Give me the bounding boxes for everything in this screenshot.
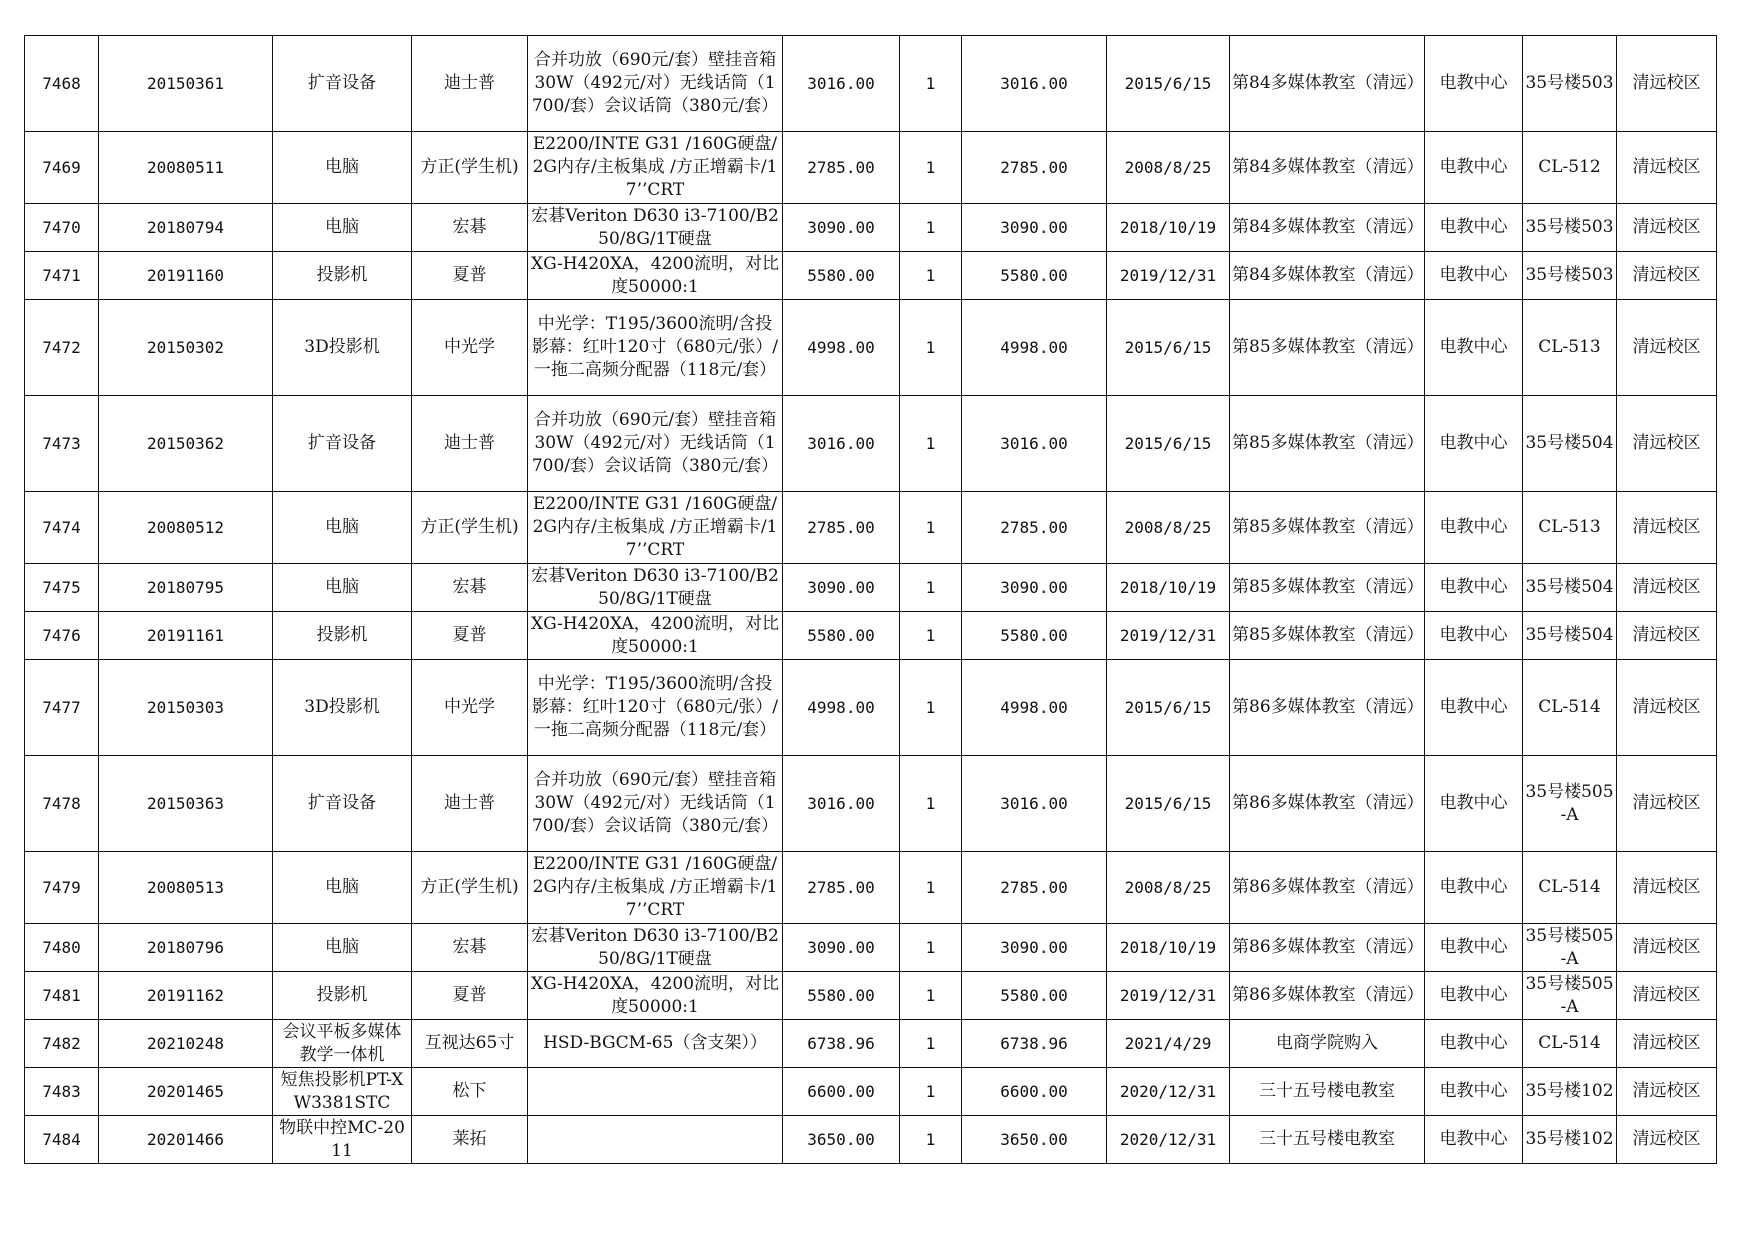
amount-cell: 3090.00 xyxy=(962,204,1107,252)
department-cell: 电教中心 xyxy=(1425,564,1523,612)
amount-cell: 3016.00 xyxy=(962,756,1107,852)
table-row xyxy=(25,756,1717,852)
brand-cell: 夏普 xyxy=(412,612,528,660)
unit-price-cell: 3016.00 xyxy=(783,396,900,492)
location-cell: 第86多媒体教室（清远） xyxy=(1230,924,1425,972)
department-cell: 电教中心 xyxy=(1425,252,1523,300)
campus-cell: 清远校区 xyxy=(1617,252,1717,300)
qty-cell: 1 xyxy=(900,300,962,396)
asset-name-cell: 投影机 xyxy=(273,612,412,660)
brand-cell: 中光学 xyxy=(412,660,528,756)
location-cell: 第84多媒体教室（清远） xyxy=(1230,132,1425,204)
purchase-date-cell: 2015/6/15 xyxy=(1107,396,1230,492)
purchase-date-cell: 2018/10/19 xyxy=(1107,564,1230,612)
unit-price-cell: 3016.00 xyxy=(783,756,900,852)
location-cell: 第86多媒体教室（清远） xyxy=(1230,660,1425,756)
qty-cell: 1 xyxy=(900,1068,962,1116)
asset-no-cell: 20150302 xyxy=(99,300,273,396)
brand-cell: 宏碁 xyxy=(412,204,528,252)
seq-cell: 7470 xyxy=(25,204,99,252)
department-cell: 电教中心 xyxy=(1425,132,1523,204)
seq-cell: 7480 xyxy=(25,924,99,972)
amount-cell: 3090.00 xyxy=(962,564,1107,612)
asset-no-cell: 20150362 xyxy=(99,396,273,492)
unit-price-cell: 2785.00 xyxy=(783,132,900,204)
asset-name-cell: 电脑 xyxy=(273,924,412,972)
department-cell: 电教中心 xyxy=(1425,204,1523,252)
campus-cell: 清远校区 xyxy=(1617,924,1717,972)
seq-cell: 7475 xyxy=(25,564,99,612)
department-cell: 电教中心 xyxy=(1425,612,1523,660)
qty-cell: 1 xyxy=(900,1020,962,1068)
location-cell: 第85多媒体教室（清远） xyxy=(1230,564,1425,612)
unit-price-cell: 3090.00 xyxy=(783,204,900,252)
room-cell: 35号楼503 xyxy=(1523,204,1617,252)
brand-cell: 夏普 xyxy=(412,972,528,1020)
purchase-date-cell: 2015/6/15 xyxy=(1107,660,1230,756)
campus-cell: 清远校区 xyxy=(1617,564,1717,612)
brand-cell: 互视达65寸 xyxy=(412,1020,528,1068)
seq-cell: 7482 xyxy=(25,1020,99,1068)
unit-price-cell: 2785.00 xyxy=(783,852,900,924)
unit-price-cell: 3090.00 xyxy=(783,564,900,612)
amount-cell: 6600.00 xyxy=(962,1068,1107,1116)
department-cell: 电教中心 xyxy=(1425,36,1523,132)
unit-price-cell: 3650.00 xyxy=(783,1116,900,1164)
location-cell: 第86多媒体教室（清远） xyxy=(1230,756,1425,852)
seq-cell: 7476 xyxy=(25,612,99,660)
asset-name-cell: 3D投影机 xyxy=(273,660,412,756)
room-cell: 35号楼505-A xyxy=(1523,924,1617,972)
asset-name-cell: 电脑 xyxy=(273,132,412,204)
amount-cell: 3090.00 xyxy=(962,924,1107,972)
brand-cell: 方正(学生机) xyxy=(412,492,528,564)
brand-cell: 中光学 xyxy=(412,300,528,396)
brand-cell: 迪士普 xyxy=(412,36,528,132)
asset-no-cell: 20180794 xyxy=(99,204,273,252)
campus-cell: 清远校区 xyxy=(1617,660,1717,756)
seq-cell: 7469 xyxy=(25,132,99,204)
brand-cell: 松下 xyxy=(412,1068,528,1116)
room-cell: 35号楼504 xyxy=(1523,612,1617,660)
seq-cell: 7474 xyxy=(25,492,99,564)
table-row xyxy=(25,924,1717,972)
room-cell: CL-514 xyxy=(1523,852,1617,924)
department-cell: 电教中心 xyxy=(1425,924,1523,972)
qty-cell: 1 xyxy=(900,492,962,564)
asset-name-cell: 3D投影机 xyxy=(273,300,412,396)
qty-cell: 1 xyxy=(900,756,962,852)
brand-cell: 迪士普 xyxy=(412,756,528,852)
room-cell: 35号楼504 xyxy=(1523,396,1617,492)
amount-cell: 2785.00 xyxy=(962,492,1107,564)
campus-cell: 清远校区 xyxy=(1617,972,1717,1020)
amount-cell: 4998.00 xyxy=(962,300,1107,396)
asset-no-cell: 20080511 xyxy=(99,132,273,204)
table-row xyxy=(25,204,1717,252)
room-cell: CL-513 xyxy=(1523,300,1617,396)
asset-no-cell: 20191160 xyxy=(99,252,273,300)
table-row xyxy=(25,1116,1717,1164)
amount-cell: 4998.00 xyxy=(962,660,1107,756)
asset-no-cell: 20210248 xyxy=(99,1020,273,1068)
location-cell: 第86多媒体教室（清远） xyxy=(1230,972,1425,1020)
location-cell: 第84多媒体教室（清远） xyxy=(1230,252,1425,300)
spec-cell: E2200/INTE G31 /160G硬盘/2G内存/主板集成 /方正增霸卡/17’’CRT xyxy=(528,492,783,564)
table-row xyxy=(25,492,1717,564)
campus-cell: 清远校区 xyxy=(1617,204,1717,252)
campus-cell: 清远校区 xyxy=(1617,36,1717,132)
asset-name-cell: 电脑 xyxy=(273,852,412,924)
department-cell: 电教中心 xyxy=(1425,300,1523,396)
location-cell: 第85多媒体教室（清远） xyxy=(1230,396,1425,492)
qty-cell: 1 xyxy=(900,36,962,132)
purchase-date-cell: 2018/10/19 xyxy=(1107,924,1230,972)
location-cell: 第85多媒体教室（清远） xyxy=(1230,300,1425,396)
department-cell: 电教中心 xyxy=(1425,1068,1523,1116)
room-cell: 35号楼102 xyxy=(1523,1116,1617,1164)
amount-cell: 3016.00 xyxy=(962,36,1107,132)
qty-cell: 1 xyxy=(900,396,962,492)
campus-cell: 清远校区 xyxy=(1617,1020,1717,1068)
unit-price-cell: 6600.00 xyxy=(783,1068,900,1116)
spec-cell xyxy=(528,1116,783,1164)
table-row xyxy=(25,852,1717,924)
purchase-date-cell: 2020/12/31 xyxy=(1107,1068,1230,1116)
amount-cell: 5580.00 xyxy=(962,252,1107,300)
asset-name-cell: 电脑 xyxy=(273,492,412,564)
table-row xyxy=(25,564,1717,612)
brand-cell: 方正(学生机) xyxy=(412,852,528,924)
seq-cell: 7468 xyxy=(25,36,99,132)
asset-name-cell: 投影机 xyxy=(273,252,412,300)
table-row xyxy=(25,300,1717,396)
room-cell: CL-514 xyxy=(1523,660,1617,756)
spec-cell: 中光学：T195/3600流明/含投影幕：红叶120寸（680元/张）/一拖二高频分配器（118元/套） xyxy=(528,660,783,756)
room-cell: 35号楼505-A xyxy=(1523,756,1617,852)
department-cell: 电教中心 xyxy=(1425,1020,1523,1068)
department-cell: 电教中心 xyxy=(1425,492,1523,564)
unit-price-cell: 3016.00 xyxy=(783,36,900,132)
qty-cell: 1 xyxy=(900,564,962,612)
purchase-date-cell: 2019/12/31 xyxy=(1107,612,1230,660)
purchase-date-cell: 2019/12/31 xyxy=(1107,972,1230,1020)
room-cell: CL-512 xyxy=(1523,132,1617,204)
qty-cell: 1 xyxy=(900,132,962,204)
table-row xyxy=(25,1020,1717,1068)
table-row xyxy=(25,36,1717,132)
purchase-date-cell: 2015/6/15 xyxy=(1107,300,1230,396)
location-cell: 电商学院购入 xyxy=(1230,1020,1425,1068)
amount-cell: 6738.96 xyxy=(962,1020,1107,1068)
purchase-date-cell: 2018/10/19 xyxy=(1107,204,1230,252)
table-row xyxy=(25,252,1717,300)
room-cell: 35号楼505-A xyxy=(1523,972,1617,1020)
department-cell: 电教中心 xyxy=(1425,396,1523,492)
table-row xyxy=(25,132,1717,204)
spec-cell: XG-H420XA，4200流明，对比度50000:1 xyxy=(528,612,783,660)
campus-cell: 清远校区 xyxy=(1617,756,1717,852)
room-cell: CL-513 xyxy=(1523,492,1617,564)
amount-cell: 2785.00 xyxy=(962,852,1107,924)
location-cell: 第86多媒体教室（清远） xyxy=(1230,852,1425,924)
unit-price-cell: 5580.00 xyxy=(783,252,900,300)
table-row xyxy=(25,612,1717,660)
asset-no-cell: 20201466 xyxy=(99,1116,273,1164)
seq-cell: 7477 xyxy=(25,660,99,756)
amount-cell: 5580.00 xyxy=(962,612,1107,660)
spec-cell: 合并功放（690元/套）壁挂音箱30W（492元/对）无线话筒（1700/套）会议话筒（380元/套） xyxy=(528,36,783,132)
qty-cell: 1 xyxy=(900,660,962,756)
brand-cell: 方正(学生机) xyxy=(412,132,528,204)
asset-name-cell: 扩音设备 xyxy=(273,396,412,492)
spec-cell: XG-H420XA，4200流明，对比度50000:1 xyxy=(528,252,783,300)
asset-no-cell: 20150303 xyxy=(99,660,273,756)
amount-cell: 2785.00 xyxy=(962,132,1107,204)
seq-cell: 7473 xyxy=(25,396,99,492)
spec-cell: 宏碁Veriton D630 i3-7100/B250/8G/1T硬盘 xyxy=(528,204,783,252)
amount-cell: 3650.00 xyxy=(962,1116,1107,1164)
room-cell: 35号楼503 xyxy=(1523,36,1617,132)
seq-cell: 7471 xyxy=(25,252,99,300)
unit-price-cell: 6738.96 xyxy=(783,1020,900,1068)
purchase-date-cell: 2021/4/29 xyxy=(1107,1020,1230,1068)
qty-cell: 1 xyxy=(900,204,962,252)
purchase-date-cell: 2015/6/15 xyxy=(1107,756,1230,852)
purchase-date-cell: 2019/12/31 xyxy=(1107,252,1230,300)
seq-cell: 7483 xyxy=(25,1068,99,1116)
table-body xyxy=(25,36,1717,1164)
qty-cell: 1 xyxy=(900,972,962,1020)
asset-name-cell: 电脑 xyxy=(273,564,412,612)
seq-cell: 7472 xyxy=(25,300,99,396)
unit-price-cell: 5580.00 xyxy=(783,972,900,1020)
brand-cell: 宏碁 xyxy=(412,924,528,972)
purchase-date-cell: 2020/12/31 xyxy=(1107,1116,1230,1164)
asset-no-cell: 20080512 xyxy=(99,492,273,564)
seq-cell: 7484 xyxy=(25,1116,99,1164)
campus-cell: 清远校区 xyxy=(1617,492,1717,564)
campus-cell: 清远校区 xyxy=(1617,852,1717,924)
location-cell: 第84多媒体教室（清远） xyxy=(1230,204,1425,252)
table-row xyxy=(25,1068,1717,1116)
qty-cell: 1 xyxy=(900,924,962,972)
asset-no-cell: 20180796 xyxy=(99,924,273,972)
brand-cell: 宏碁 xyxy=(412,564,528,612)
spec-cell: XG-H420XA，4200流明，对比度50000:1 xyxy=(528,972,783,1020)
campus-cell: 清远校区 xyxy=(1617,612,1717,660)
spec-cell: 宏碁Veriton D630 i3-7100/B250/8G/1T硬盘 xyxy=(528,564,783,612)
asset-name-cell: 投影机 xyxy=(273,972,412,1020)
department-cell: 电教中心 xyxy=(1425,1116,1523,1164)
unit-price-cell: 5580.00 xyxy=(783,612,900,660)
department-cell: 电教中心 xyxy=(1425,852,1523,924)
department-cell: 电教中心 xyxy=(1425,660,1523,756)
spec-cell: 中光学：T195/3600流明/含投影幕：红叶120寸（680元/张）/一拖二高频分配器（118元/套） xyxy=(528,300,783,396)
asset-name-cell: 短焦投影机PT-XW3381STC xyxy=(273,1068,412,1116)
purchase-date-cell: 2008/8/25 xyxy=(1107,852,1230,924)
spec-cell: 宏碁Veriton D630 i3-7100/B250/8G/1T硬盘 xyxy=(528,924,783,972)
spec-cell: E2200/INTE G31 /160G硬盘/2G内存/主板集成 /方正增霸卡/17’’CRT xyxy=(528,132,783,204)
asset-name-cell: 会议平板多媒体教学一体机 xyxy=(273,1020,412,1068)
department-cell: 电教中心 xyxy=(1425,756,1523,852)
unit-price-cell: 3090.00 xyxy=(783,924,900,972)
purchase-date-cell: 2008/8/25 xyxy=(1107,492,1230,564)
spec-cell: 合并功放（690元/套）壁挂音箱30W（492元/对）无线话筒（1700/套）会议话筒（380元/套） xyxy=(528,396,783,492)
unit-price-cell: 2785.00 xyxy=(783,492,900,564)
unit-price-cell: 4998.00 xyxy=(783,300,900,396)
seq-cell: 7478 xyxy=(25,756,99,852)
qty-cell: 1 xyxy=(900,1116,962,1164)
purchase-date-cell: 2015/6/15 xyxy=(1107,36,1230,132)
campus-cell: 清远校区 xyxy=(1617,396,1717,492)
asset-no-cell: 20150363 xyxy=(99,756,273,852)
seq-cell: 7479 xyxy=(25,852,99,924)
asset-no-cell: 20180795 xyxy=(99,564,273,612)
brand-cell: 莱拓 xyxy=(412,1116,528,1164)
room-cell: CL-514 xyxy=(1523,1020,1617,1068)
asset-inventory-table xyxy=(24,35,1717,1164)
room-cell: 35号楼504 xyxy=(1523,564,1617,612)
qty-cell: 1 xyxy=(900,252,962,300)
purchase-date-cell: 2008/8/25 xyxy=(1107,132,1230,204)
spec-cell xyxy=(528,1068,783,1116)
table-row xyxy=(25,396,1717,492)
room-cell: 35号楼102 xyxy=(1523,1068,1617,1116)
qty-cell: 1 xyxy=(900,612,962,660)
campus-cell: 清远校区 xyxy=(1617,1068,1717,1116)
campus-cell: 清远校区 xyxy=(1617,300,1717,396)
asset-no-cell: 20191162 xyxy=(99,972,273,1020)
department-cell: 电教中心 xyxy=(1425,972,1523,1020)
room-cell: 35号楼503 xyxy=(1523,252,1617,300)
table-row xyxy=(25,972,1717,1020)
location-cell: 第85多媒体教室（清远） xyxy=(1230,612,1425,660)
brand-cell: 夏普 xyxy=(412,252,528,300)
table-row xyxy=(25,660,1717,756)
qty-cell: 1 xyxy=(900,852,962,924)
asset-no-cell: 20201465 xyxy=(99,1068,273,1116)
spec-cell: HSD-BGCM-65（含支架）） xyxy=(528,1020,783,1068)
asset-name-cell: 扩音设备 xyxy=(273,756,412,852)
location-cell: 第85多媒体教室（清远） xyxy=(1230,492,1425,564)
brand-cell: 迪士普 xyxy=(412,396,528,492)
asset-no-cell: 20080513 xyxy=(99,852,273,924)
spec-cell: 合并功放（690元/套）壁挂音箱30W（492元/对）无线话筒（1700/套）会议话筒（380元/套） xyxy=(528,756,783,852)
seq-cell: 7481 xyxy=(25,972,99,1020)
unit-price-cell: 4998.00 xyxy=(783,660,900,756)
asset-name-cell: 物联中控MC-2011 xyxy=(273,1116,412,1164)
asset-name-cell: 扩音设备 xyxy=(273,36,412,132)
asset-name-cell: 电脑 xyxy=(273,204,412,252)
location-cell: 三十五号楼电教室 xyxy=(1230,1116,1425,1164)
asset-no-cell: 20191161 xyxy=(99,612,273,660)
campus-cell: 清远校区 xyxy=(1617,1116,1717,1164)
campus-cell: 清远校区 xyxy=(1617,132,1717,204)
spec-cell: E2200/INTE G31 /160G硬盘/2G内存/主板集成 /方正增霸卡/17’’CRT xyxy=(528,852,783,924)
amount-cell: 3016.00 xyxy=(962,396,1107,492)
asset-no-cell: 20150361 xyxy=(99,36,273,132)
location-cell: 第84多媒体教室（清远） xyxy=(1230,36,1425,132)
location-cell: 三十五号楼电教室 xyxy=(1230,1068,1425,1116)
amount-cell: 5580.00 xyxy=(962,972,1107,1020)
